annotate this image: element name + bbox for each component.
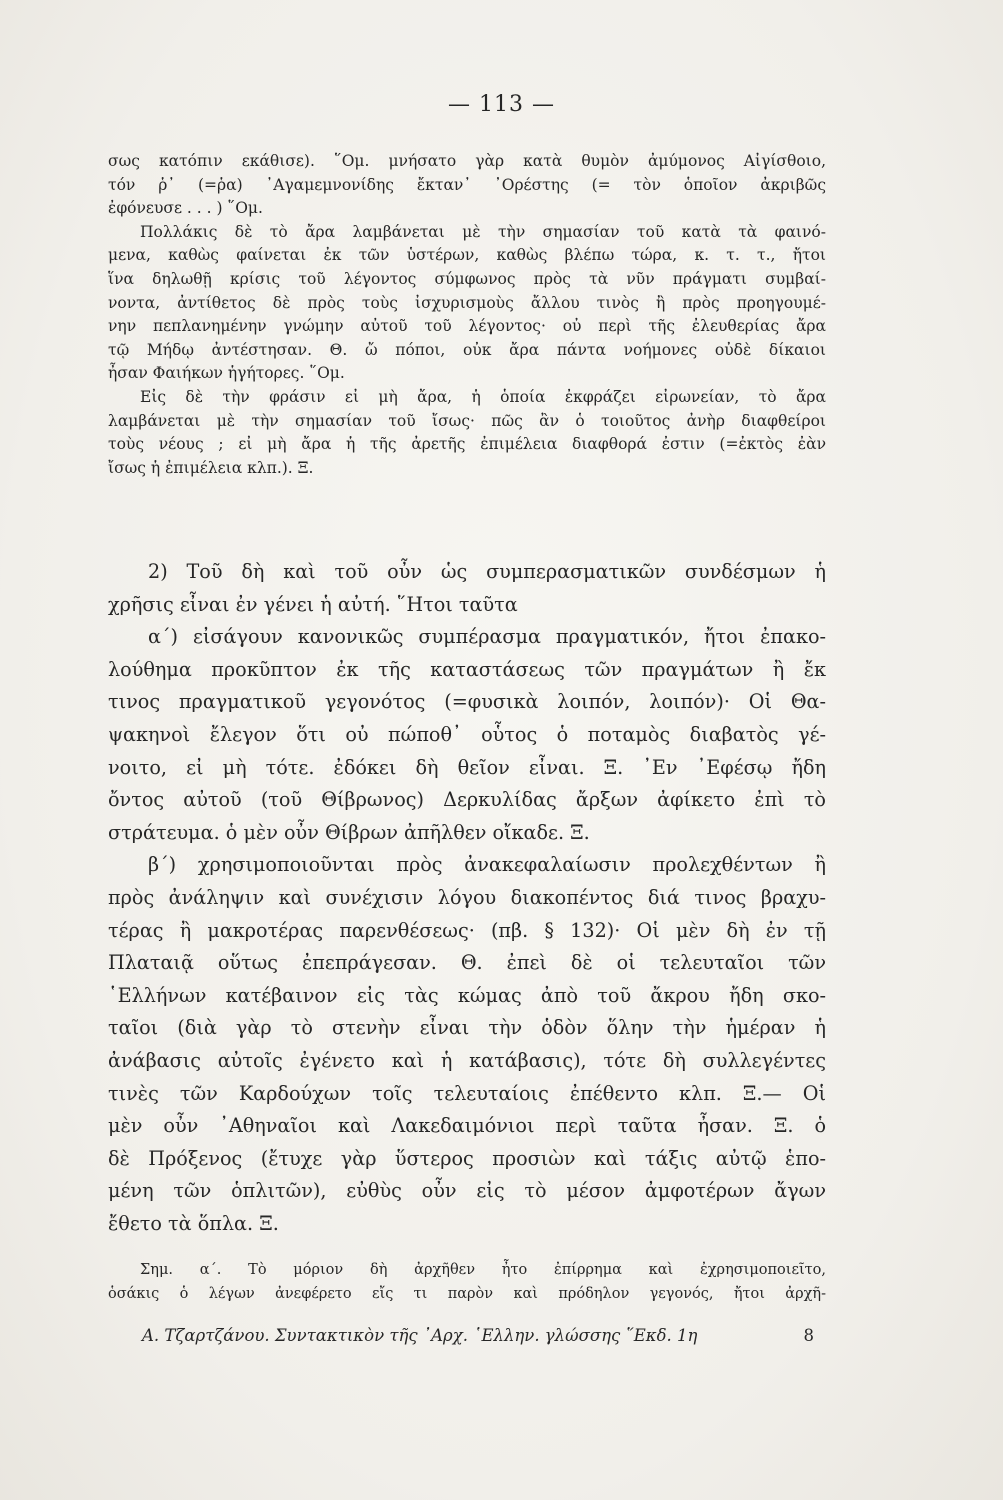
text-line: ἵνα δηλωθῇ κρίσις τοῦ λέγοντος σύμφωνος πρὸς τὰ νῦν πράγματι συμβαί- bbox=[108, 269, 826, 288]
text-line: τῷ Μήδῳ ἀντέστησαν. Θ. ὤ πόποι, οὐκ ἄρα πάντα νοήμονες οὐδὲ δίκαιοι bbox=[108, 340, 826, 359]
text-line: α´) εἰσάγουν κανονικῶς συμπέρασμα πραγματικόν, ἤτοι ἐπακο- bbox=[148, 625, 826, 649]
text-line: τοὺς νέους ; εἰ μὴ ἄρα ἡ τῆς ἀρετῆς ἐπιμέλεια διαφθορά ἐστιν (=ἐκτὸς ἐὰν bbox=[108, 435, 826, 454]
text-line: τέρας ἢ μακροτέρας παρενθέσεως· (πβ. § 132)· Οἱ μὲν δὴ ἐν τῇ bbox=[108, 918, 826, 942]
signature-number: 8 bbox=[803, 1326, 814, 1345]
text-line: 2) Τοῦ δὴ καὶ τοῦ οὖν ὡς συμπερασματικῶν συνδέσμων ἡ bbox=[148, 560, 826, 583]
page-footer bbox=[142, 1326, 814, 1345]
text-line: νοντα, ἀντίθετος δὲ πρὸς τοὺς ἰσχυρισμοὺς ἄλλου τινὸς ἢ πρὸς προηγουμέ- bbox=[108, 293, 826, 312]
text-line: ἀνάβασις αὐτοῖς ἐγένετο καὶ ἡ κατάβασις), τότε δὴ συλλεγέντες bbox=[108, 1048, 826, 1072]
footer-text: Α. Τζαρτζάνου. Συντακτικὸν τῆς ᾽Αρχ. ῾Ελλην. γλώσσης ῞Εκδ. 1η bbox=[142, 1326, 698, 1345]
text-line: ἐφόνευσε . . . ) ῞Ομ. bbox=[108, 199, 263, 218]
text-line: Πολλάκις δὲ τὸ ἄρα λαμβάνεται μὲ τὴν σημασίαν τοῦ κατὰ τὰ φαινό- bbox=[140, 222, 826, 241]
text-line: χρῆσις εἶναι ἐν γένει ἡ αὐτή. ῞Ητοι ταῦτα bbox=[108, 592, 518, 616]
text-line: στράτευμα. ὁ μὲν οὖν Θίβρων ἀπῆλθεν οἴκαδε. Ξ. bbox=[108, 820, 590, 844]
text-line: πρὸς ἀνάληψιν καὶ συνέχισιν λόγου διακοπέντος διά τινος βραχυ- bbox=[108, 885, 826, 909]
text-line: δὲ Πρόξενος (ἔτυχε γὰρ ὕστερος προσιὼν καὶ τάξις αὐτῷ ἑπο- bbox=[108, 1146, 826, 1170]
text-line: μενα, καθὼς φαίνεται ἐκ τῶν ὑστέρων, καθὼς βλέπω τώρα, κ. τ. τ., ἤτοι bbox=[108, 246, 826, 265]
text-line: σως κατόπιν εκάθισε). ῞Ομ. μνήσατο γὰρ κατὰ θυμὸν ἀμύμονος Αἰγίσθοιο, bbox=[108, 152, 826, 170]
text-line: μὲν οὖν ᾽Αθηναῖοι καὶ Λακεδαιμόνιοι περὶ ταῦτα ἦσαν. Ξ. ὁ bbox=[108, 1114, 826, 1138]
text-line: Εἰς δὲ τὴν φράσιν εἰ μὴ ἄρα, ἡ ὁποία ἐκφράζει εἰρωνείαν, τὸ ἄρα bbox=[140, 387, 826, 406]
text-line: λούθημα προκῦπτον ἐκ τῆς καταστάσεως τῶν πραγμάτων ἢ ἔκ bbox=[108, 657, 826, 681]
text-block-main bbox=[108, 556, 826, 1240]
text-line: ἦσαν Φαιήκων ἡγήτορες. ῞Ομ. bbox=[108, 364, 345, 383]
text-line: ψακηνοὶ ἔλεγον ὅτι οὐ πώποθ᾽ οὗτος ὁ ποταμὸς διαβατὸς γέ- bbox=[108, 722, 826, 746]
text-line: νοιτο, εἰ μὴ τότε. ἐδόκει δὴ θεῖον εἶναι. Ξ. ᾽Εν ᾽Εφέσῳ ἤδη bbox=[108, 755, 826, 779]
text-line: ῾Ελλήνων κατέβαινον εἰς τὰς κώμας ἀπὸ τοῦ ἄκρου ἤδη σκο- bbox=[108, 983, 826, 1007]
note-line: Σημ. α´. Τὸ μόριον δὴ ἀρχῆθεν ἦτο ἐπίρρημα καὶ ἐχρησιμοποιεῖτο, bbox=[140, 1262, 826, 1278]
text-line: μένη τῶν ὁπλιτῶν), εὐθὺς οὖν εἰς τὸ μέσον ἀμφοτέρων ἄγων bbox=[108, 1179, 826, 1203]
text-line: τινος πραγματικοῦ γεγονότος (=φυσικὰ λοιπόν, λοιπόν)· Οἱ Θα- bbox=[108, 690, 826, 714]
note-line: ὁσάκις ὁ λέγων ἀνεφέρετο εἴς τι παρὸν καὶ πρόδηλον γεγονός, ἤτοι ἀρχῆ- bbox=[108, 1286, 826, 1302]
page-number: — 113 — bbox=[448, 92, 555, 117]
text-line: ὄντος αὐτοῦ (τοῦ Θίβρωνος) Δερκυλίδας ἄρξων ἀφίκετο ἐπὶ τὸ bbox=[108, 788, 826, 812]
text-line: ἴσως ἡ ἐπιμέλεια κλπ.). Ξ. bbox=[108, 458, 314, 477]
text-line: ἔθετο τὰ ὅπλα. Ξ. bbox=[108, 1211, 279, 1235]
text-block-upper bbox=[108, 150, 826, 480]
text-line: τόν ῥ᾽ (=ῥα) ᾽Αγαμεμνονίδης ἔκταν᾽ ᾽Ορέστης (= τὸν ὁποῖον ἀκριβῶς bbox=[108, 175, 826, 194]
text-line: β´) χρησιμοποιοῦνται πρὸς ἀνακεφαλαίωσιν προλεχθέντων ἢ bbox=[148, 853, 826, 877]
text-line: τινὲς τῶν Καρδούχων τοῖς τελευταίοις ἐπέθεντο κλπ. Ξ.— Οἱ bbox=[108, 1081, 826, 1105]
text-line: λαμβάνεται μὲ τὴν σημασίαν τοῦ ἴσως· πῶς ἂν ὁ τοιοῦτος ἀνὴρ διαφθείροι bbox=[108, 411, 826, 430]
text-line: ταῖοι (διὰ γὰρ τὸ στενὴν εἶναι τὴν ὁδὸν ὅλην τὴν ἡμέραν ἡ bbox=[108, 1016, 826, 1040]
note-block bbox=[108, 1258, 826, 1306]
text-line: Πλαταιᾷ οὕτως ἐπεπράγεσαν. Θ. ἐπεὶ δὲ οἱ τελευταῖοι τῶν bbox=[108, 951, 826, 975]
text-line: νην πεπλανημένην γνώμην αὐτοῦ τοῦ λέγοντος· οὐ περὶ τῆς ἐλευθερίας ἄρα bbox=[108, 317, 826, 336]
